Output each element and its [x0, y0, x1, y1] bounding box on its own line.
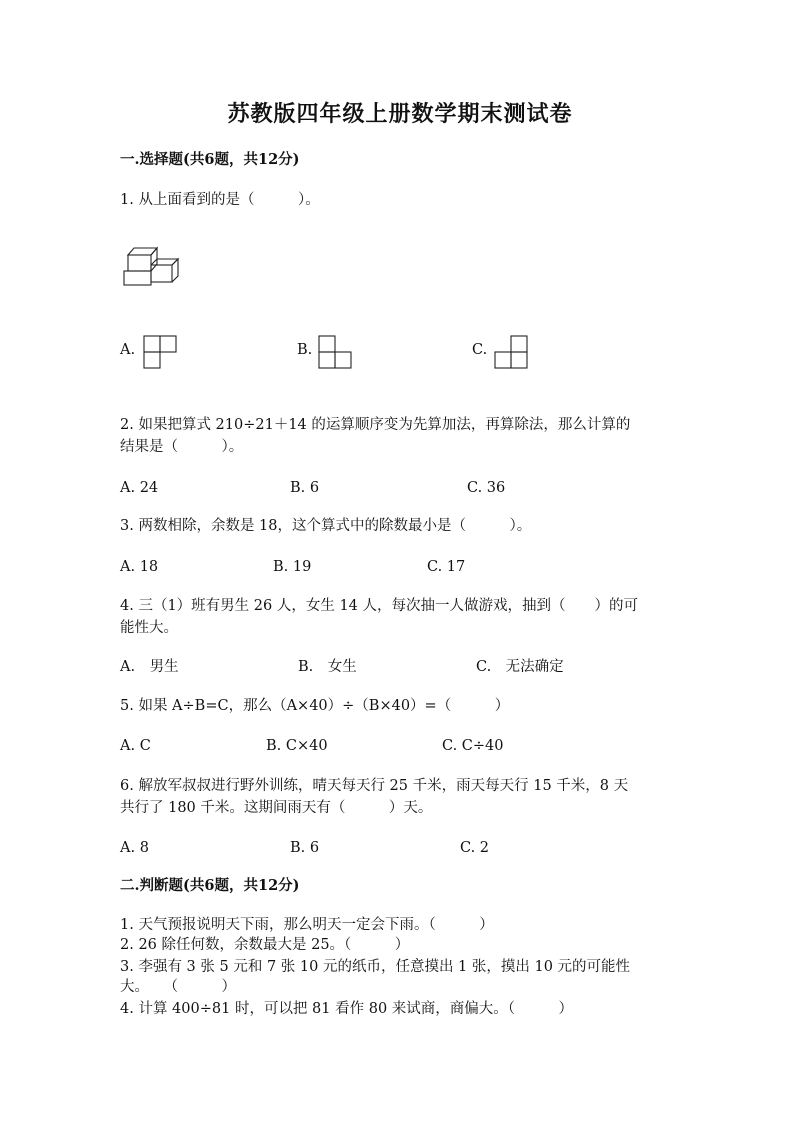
- question-5-option-c: C. C÷40: [442, 738, 504, 754]
- question-6-option-c: C. 2: [460, 840, 490, 856]
- question-4-stem-line2: 能性大。: [120, 620, 178, 636]
- judgement-item-1: 1. 天气预报说明天下雨，那么明天一定会下雨。（ ）: [120, 917, 494, 933]
- judgement-item-3-line1: 3. 李强有 3 张 5 元和 7 张 10 元的纸币，任意摸出 1 张，摸出 10 元的可能性: [120, 959, 631, 975]
- question-2-option-c: C. 36: [467, 480, 506, 496]
- question-3-option-b: B. 19: [273, 559, 312, 575]
- judgement-item-2: 2. 26 除任何数，余数最大是 25。（ ）: [120, 937, 410, 953]
- question-4-stem-line1: 4. 三（1）班有男生 26 人，女生 14 人，每次抽一人做游戏，抽到（ ）的可: [120, 598, 639, 614]
- question-1-option-c: C.: [472, 342, 488, 358]
- question-6-stem-line1: 6. 解放军叔叔进行野外训练，晴天每天行 25 千米，雨天每天行 15 千米，8 天: [120, 778, 629, 794]
- question-6-option-a: A. 8: [120, 840, 149, 856]
- question-3-option-c: C. 17: [427, 559, 466, 575]
- question-5-option-a: A. C: [120, 738, 151, 754]
- question-2-option-b: B. 6: [290, 480, 320, 496]
- judgement-item-3-line2: 大。 （ ）: [120, 979, 236, 995]
- page-title: 苏教版四年级上册数学期末测试卷: [227, 101, 573, 127]
- question-3-option-a: A. 18: [120, 559, 159, 575]
- question-5-option-b: B. C×40: [266, 738, 328, 754]
- question-1-option-b: B.: [297, 342, 313, 358]
- question-2-stem-line1: 2. 如果把算式 210÷21＋14 的运算顺序变为先算加法，再算除法，那么计算的: [120, 417, 631, 433]
- section-heading-judgement: 二.判断题(共6题，共12分): [120, 877, 300, 894]
- question-2-option-a: A. 24: [120, 480, 159, 496]
- judgement-item-4: 4. 计算 400÷81 时，可以把 81 看作 80 来试商，商偏大。（ ）: [120, 1001, 574, 1017]
- question-1-stem: 1. 从上面看到的是（ ）。: [120, 192, 320, 208]
- question-1-option-a: A.: [120, 342, 136, 358]
- option-b-grid-figure: [318, 335, 354, 371]
- question-4-option-a: A. 男生: [120, 659, 179, 675]
- question-4-option-c: C. 无法确定: [476, 659, 564, 675]
- option-c-grid-figure: [494, 335, 530, 371]
- question-5-stem: 5. 如果 A÷B=C，那么（A×40）÷（B×40）=（ ）: [120, 698, 510, 714]
- question-6-stem-line2: 共行了 180 千米。这期间雨天有（ ）天。: [120, 800, 433, 816]
- section-heading-choice: 一.选择题(共6题，共12分): [120, 151, 300, 168]
- option-a-grid-figure: [143, 335, 179, 371]
- cube-stack-figure: [120, 242, 182, 288]
- question-3-stem: 3. 两数相除，余数是 18，这个算式中的除数最小是（ ）。: [120, 518, 532, 534]
- question-2-stem-line2: 结果是（ ）。: [120, 439, 244, 455]
- question-4-option-b: B. 女生: [298, 659, 357, 675]
- question-6-option-b: B. 6: [290, 840, 320, 856]
